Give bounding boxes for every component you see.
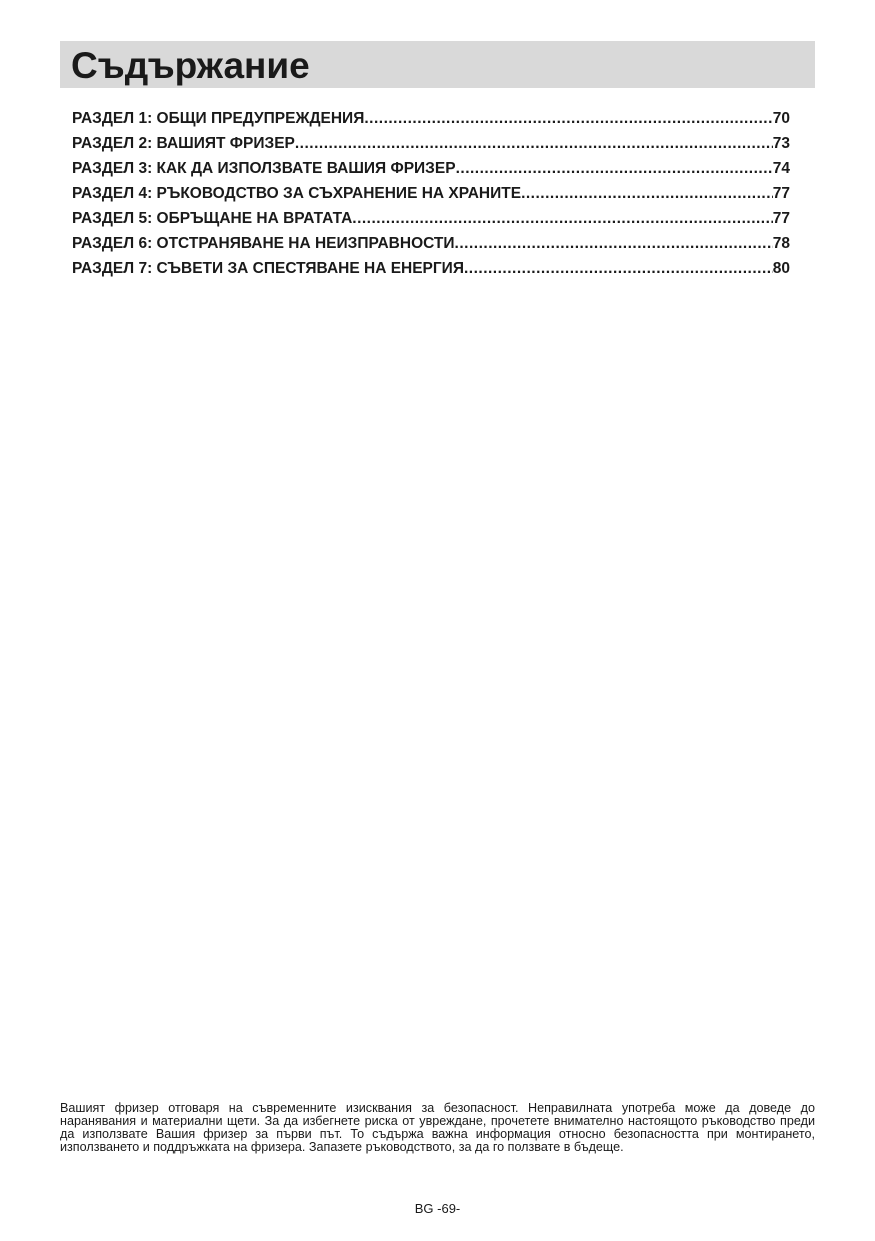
toc-leader-dots xyxy=(456,156,773,181)
toc-item-section-4[interactable] xyxy=(72,181,790,206)
toc-item-label: РАЗДЕЛ 1: ОБЩИ ПРЕДУПРЕЖДЕНИЯ xyxy=(72,110,365,127)
toc-item-section-5[interactable] xyxy=(72,206,790,231)
toc-item-label: РАЗДЕЛ 6: ОТСТРАНЯВАНЕ НА НЕИЗПРАВНОСТИ xyxy=(72,235,455,252)
toc-item-section-3[interactable] xyxy=(72,156,790,181)
toc-item-page: 74 xyxy=(772,160,790,177)
safety-notice: Вашият фризер отговаря на съвременните изисквания за безопасност. Неправилната употреба може да доведе до наранявания и материални щети. За да избегнете риска от увреждане, прочетете внимателно настоящото ръководство преди да използвате Вашия фризер за първи път. То съдържа важна информация относно безопасността при монтирането, използването и поддръжката на фризера. Запазете ръководството, за да го ползвате в бъдеще. xyxy=(60,1101,815,1154)
toc-item-section-1[interactable] xyxy=(72,106,790,131)
toc-item-label: РАЗДЕЛ 2: ВАШИЯТ ФРИЗЕР xyxy=(72,135,295,152)
toc-item-label: РАЗДЕЛ 5: ОБРЪЩАНЕ НА ВРАТАТА xyxy=(72,210,353,227)
toc-item-label: РАЗДЕЛ 4: РЪКОВОДСТВО ЗА СЪХРАНЕНИЕ НА ХРАНИТЕ xyxy=(72,185,522,202)
table-of-contents xyxy=(72,106,790,281)
toc-item-page: 70 xyxy=(772,110,790,127)
toc-leader-dots xyxy=(521,181,773,206)
page-number: BG -69- xyxy=(414,1201,461,1216)
toc-leader-dots xyxy=(455,231,773,256)
toc-item-label: РАЗДЕЛ 3: КАК ДА ИЗПОЛЗВАТЕ ВАШИЯ ФРИЗЕР xyxy=(72,160,456,177)
toc-item-section-7[interactable] xyxy=(72,256,790,281)
toc-leader-dots xyxy=(464,256,773,281)
toc-item-page: 78 xyxy=(772,235,790,252)
toc-item-section-2[interactable] xyxy=(72,131,790,156)
toc-item-page: 77 xyxy=(772,210,790,227)
title-bar xyxy=(60,41,815,88)
toc-leader-dots xyxy=(352,206,772,231)
toc-leader-dots xyxy=(295,131,773,156)
toc-item-page: 80 xyxy=(772,260,790,277)
toc-item-section-6[interactable] xyxy=(72,231,790,256)
page-title: Съдържание xyxy=(71,45,310,86)
toc-item-page: 73 xyxy=(772,135,790,152)
toc-leader-dots xyxy=(364,106,772,131)
toc-item-label: РАЗДЕЛ 7: СЪВЕТИ ЗА СПЕСТЯВАНЕ НА ЕНЕРГИЯ xyxy=(72,260,464,277)
toc-item-page: 77 xyxy=(772,185,790,202)
